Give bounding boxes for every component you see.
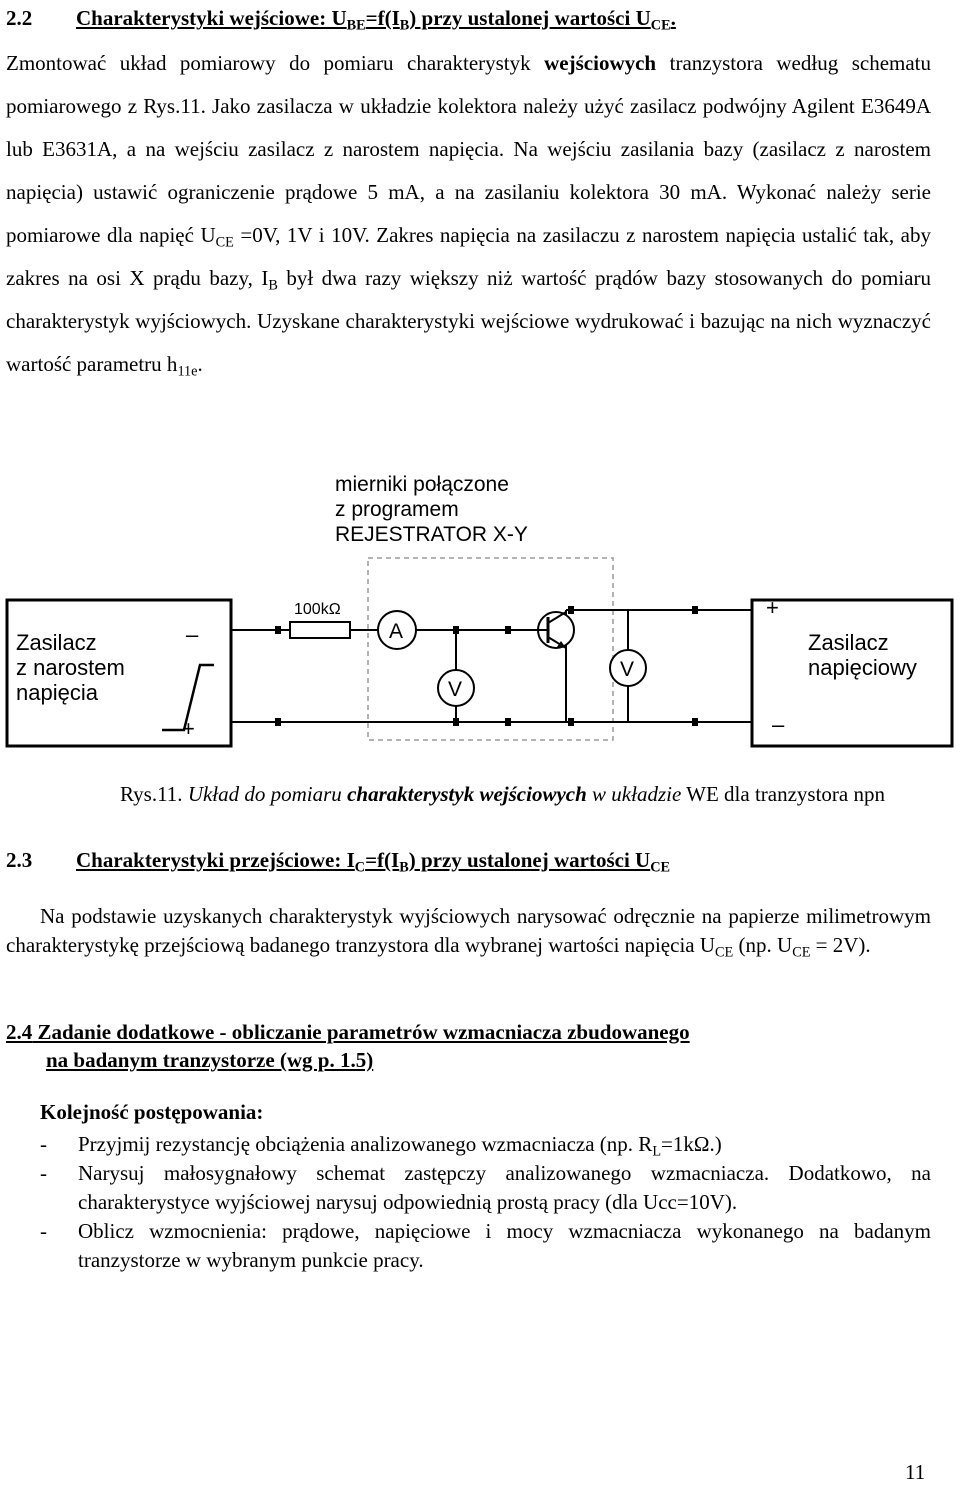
resistor-label: 100kΩ xyxy=(294,601,341,618)
circuit-diagram xyxy=(0,460,960,780)
paragraph-text: Zmontować układ pomiarowy do pomiaru charakterystyk xyxy=(6,51,545,75)
bullet-dash: - xyxy=(40,1161,47,1185)
paragraph-text: . xyxy=(197,352,203,376)
meters-label-line3: REJESTRATOR X-Y xyxy=(335,523,528,546)
paragraph-text: =0V, 1V i 10V. Zakres napięcia na zasilaczu z narostem napięcia ustalić tak, aby zakres na osi X prądu bazy, I xyxy=(6,223,932,290)
left-supply-label-1: Zasilacz xyxy=(16,630,97,655)
caption-text: WE dla tranzystora npn xyxy=(681,782,885,806)
heading-text: Charakterystyki przejściowe: I xyxy=(76,848,355,872)
paragraph-text: (np. U xyxy=(733,933,793,957)
list-item xyxy=(6,1217,931,1275)
section-number: 2.3 xyxy=(6,848,33,872)
meters-label-line1: mierniki połączone xyxy=(335,473,509,496)
heading-text: . xyxy=(670,6,676,30)
heading-text: Charakterystyki wejściowe: U xyxy=(76,6,347,30)
left-supply-label-2: z narostem xyxy=(16,655,125,680)
paragraph-text: był dwa razy większy niż wartość prądów bazy stosowanych do pomiaru charakterystyk wyjściowych. Uzyskane charakterystyki wejściowe wydrukować i bazując na nich wyznaczyć wartość parametru h xyxy=(6,266,931,376)
output-voltmeter-label: V xyxy=(620,658,635,681)
section-number: 2.4 xyxy=(6,1020,33,1044)
paragraph-text: tranzystora według schematu pomiarowego z Rys.11. Jako zasilacza w układzie kolektora należy użyć zasilacz podwójny Agilent E3649A lub E3631A, a na wejściu zasilacz z narostem napięcia. Na wejściu zasilania bazy (zasilacz z narostem napięcia) ustawić ograniczenie prądowe 5 mA, a na zasilaniu kolektora 30 mA. Wykonać należy serie pomiarowe dla napięć U xyxy=(6,51,932,247)
meters-region xyxy=(368,558,613,740)
list-item xyxy=(6,1159,931,1217)
minus-left: – xyxy=(186,622,199,647)
subscript: CE xyxy=(792,944,811,961)
step-text: Przyjmij rezystancję obciążenia analizowanego wzmacniacza (np. R xyxy=(78,1132,653,1156)
bullet-dash: - xyxy=(40,1132,47,1156)
emphasis-text: wejściowych xyxy=(544,51,657,75)
npn-transistor xyxy=(538,612,574,648)
ammeter-label: A xyxy=(389,620,404,643)
figure-caption xyxy=(120,782,885,807)
left-supply-label-3: napięcia xyxy=(16,680,98,705)
circuit-svg xyxy=(0,460,960,780)
section-2-4-heading xyxy=(6,1018,690,1074)
transfer-characteristic-paragraph xyxy=(6,902,931,960)
paragraph-text: = 2V). xyxy=(810,933,871,957)
heading-text: =f(I xyxy=(365,848,400,872)
paragraph-text: Na podstawie uzyskanych charakterystyk wyjściowych narysować odręcznie na papierze milimetrowym charakterystykę przejściową badanego tranzystora dla wybranej wartości napięcia U xyxy=(6,904,931,957)
caption-text: charakterystyk wejściowych xyxy=(347,782,587,806)
resistor xyxy=(290,622,350,638)
subscript: C xyxy=(354,859,366,876)
list-item xyxy=(6,1130,931,1159)
plus-left: + xyxy=(182,716,195,741)
minus-right: – xyxy=(772,712,785,737)
heading-text: na badanym tranzystorze (wg p. 1.5) xyxy=(46,1048,374,1072)
subscript: CE xyxy=(715,944,734,961)
subscript: L xyxy=(652,1143,662,1160)
input-voltmeter-label: V xyxy=(448,678,463,701)
procedure-title: Kolejność postępowania: xyxy=(40,1100,264,1124)
caption-text: w układzie xyxy=(586,782,682,806)
heading-text: ) przy ustalonej wartości U xyxy=(409,6,651,30)
procedure-steps xyxy=(6,1130,931,1275)
right-supply-label-2: napięciowy xyxy=(808,655,917,680)
bullet-dash: - xyxy=(40,1219,47,1243)
subscript: 11e xyxy=(177,363,198,380)
subscript: B xyxy=(399,859,409,876)
meters-label-line2: z programem xyxy=(335,498,459,521)
step-text: Narysuj małosygnałowy schemat zastępczy analizowanego wzmacniacza. Dodatkowo, na charakterystyce wyjściowej narysuj odpowiednią prostą pracy (dla Ucc=10V). xyxy=(78,1161,931,1214)
step-text: =1kΩ.) xyxy=(661,1132,722,1156)
caption-text: Układ do pomiaru xyxy=(187,782,348,806)
subscript: CE xyxy=(215,234,234,251)
section-2-2-heading xyxy=(6,6,676,34)
instructions-paragraph xyxy=(6,42,931,386)
heading-text: Zadanie dodatkowe - obliczanie parametrów wzmacniacza zbudowanego xyxy=(37,1020,690,1044)
subscript: CE xyxy=(650,859,671,876)
caption-text: Rys.11. xyxy=(120,782,188,806)
right-supply-label-1: Zasilacz xyxy=(808,630,889,655)
plus-right: + xyxy=(766,595,779,620)
section-number: 2.2 xyxy=(6,6,33,30)
page-number: 11 xyxy=(905,1460,926,1484)
step-text: Oblicz wzmocnienia: prądowe, napięciowe i mocy wzmacniacza wykonanego na badanym tranzystorze w wybranym punkcie pracy. xyxy=(78,1219,931,1272)
heading-text: ) przy ustalonej wartości U xyxy=(408,848,651,872)
subscript: B xyxy=(399,17,410,34)
subscript: BE xyxy=(346,17,366,34)
subscript: CE xyxy=(650,17,671,34)
subscript: B xyxy=(268,277,278,294)
section-2-3-heading xyxy=(6,848,671,876)
heading-text: =f(I xyxy=(365,6,400,30)
